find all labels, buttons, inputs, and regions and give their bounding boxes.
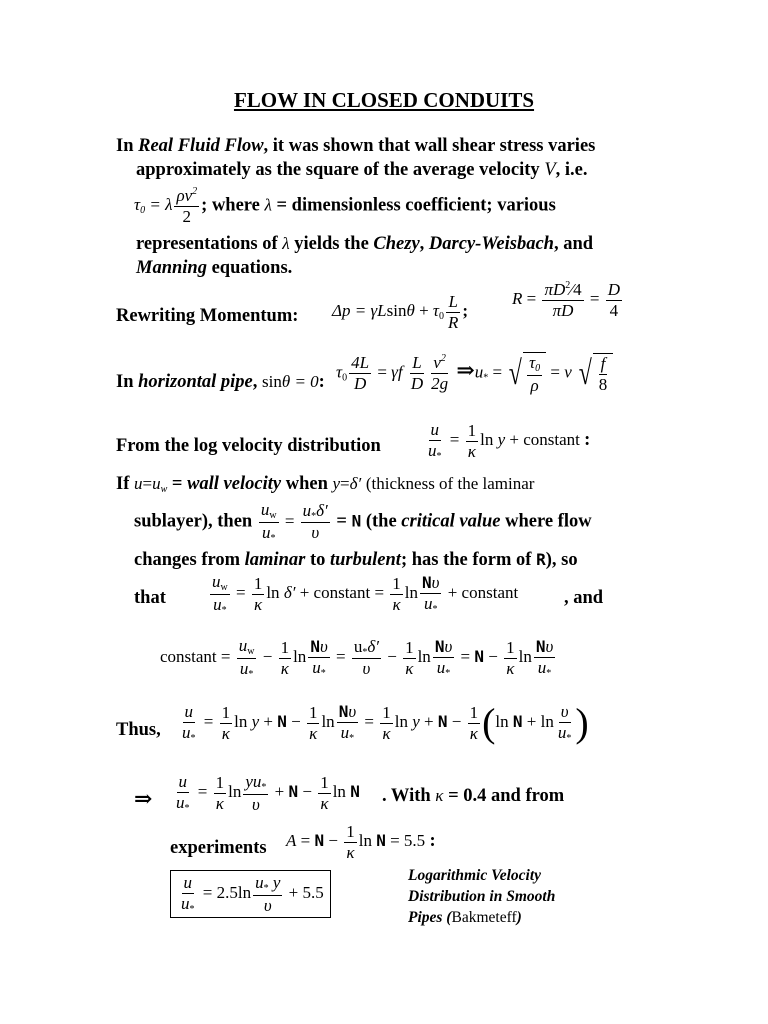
final-log-equation: $\frac{u}{u_*}$ = $\frac{1}{\kappa}$ ln $\frac{yu_*}{\upsilon}$ + N − $\frac{1}{\kappa}$ ln N — [176, 772, 360, 814]
implies-arrow: ⇒ — [134, 786, 153, 811]
uw-equation: $\frac{u_w}{u_*}$ = $\frac{1}{\kappa}$ ln δ′ + constant = $\frac{1}{\kappa}$ ln $\frac{N\upsilon}{u_*}$ + constant — [212, 572, 519, 616]
tau-equation-line: $\tau_0 = \lambda$ $\frac{\rho v^2}{2}$ ; where λ = dimensionless coefficient; various — [134, 186, 556, 226]
intro-line-2: approximately as the square of the average velocity V, i.e. — [136, 160, 588, 180]
thus-label: Thus, — [116, 720, 161, 740]
rho-v2-over-2: $\frac{\rho v^2}{2}$ — [176, 186, 198, 226]
experiments-equation: A = N − $\frac{1}{\kappa}$ ln N = 5.5 : — [286, 822, 436, 862]
thus-equation: $\frac{u}{u_*}$ = $\frac{1}{\kappa}$ ln y + N − $\frac{1}{\kappa}$ ln $\frac{N\upsilon}{u_*}$ = $\frac{1}{\kappa}$ ln y + N − $\frac{1}{\kappa}$ (ln N + ln $\frac{\upsilon}{u_*}$ ) — [182, 700, 589, 746]
horizontal-pipe-label: In horizontal pipe, sinθ = 0: — [116, 372, 325, 392]
intro-line-4: representations of λ yields the Chezy, Darcy-Weisbach, and — [136, 234, 594, 254]
momentum-label: Rewriting Momentum: — [116, 306, 299, 326]
result-caption: Logarithmic Velocity Distribution in Smooth Pipes (Bakmeteff) — [408, 867, 556, 926]
intro-line-1: In Real Fluid Flow, it was shown that wall shear stress varies — [116, 136, 596, 156]
momentum-equation: $\Delta p = \gamma Lsin\theta + \tau_0$ $\frac{L}{R}$ ; — [332, 292, 469, 332]
changes-line: changes from laminar to turbulent; has the form of R), so — [134, 550, 578, 570]
constant-equation: constant = $\frac{u_w}{u_*}$ − $\frac{1}{\kappa}$ ln $\frac{N\upsilon}{u_*}$ = $\frac{u_*\delta'}{\upsilon}$ − $\frac{1}{\kappa}$ ln $\frac{N\upsilon}{u_*}$ = N − $\frac{1}{\kappa}$ ln $\frac{N\upsilon}{u_*}$ — [160, 636, 554, 680]
that-label: that — [134, 588, 166, 608]
experiments-label: experiments — [170, 838, 267, 858]
log-velocity-label: From the log velocity distribution — [116, 436, 381, 456]
boxed-result-equation: $\frac{u}{u_*}$ = 2.5ln $\frac{u_* y}{\upsilon}$ + 5.5 — [170, 870, 331, 918]
if-wall-velocity-line: If $u=u_w$ = wall velocity when y=δ′ (thickness of the laminar — [116, 474, 535, 495]
hydraulic-radius-equation: R = $\frac{\pi D^2⁄4}{\pi D}$ = $\frac{D}{4}$ — [512, 280, 620, 320]
with-kappa-text: . With κ = 0.4 and from — [382, 786, 565, 806]
sublayer-line: sublayer), then $\frac{u_w}{u_*}$ = $\frac{u_*\delta'}{\upsilon}$ = N (the critical value where flow — [134, 500, 592, 544]
horizontal-pipe-equation: $\tau_0$ $\frac{4L}{D}$ = γf $\frac{L}{D}$ $\frac{v^2}{2g}$ $\Rightarrow u_*$ = √ $\frac{\tau_0}{\rho}$ = v √ $\frac{f}{8}$ — [336, 352, 613, 395]
and-label: , and — [564, 588, 604, 608]
page-title: FLOW IN CLOSED CONDUITS — [233, 88, 535, 112]
intro-line-5: Manning equations. — [136, 258, 293, 278]
log-velocity-equation: $\frac{u}{u_*}$ = $\frac{1}{\kappa}$ ln y + constant : — [428, 420, 591, 462]
